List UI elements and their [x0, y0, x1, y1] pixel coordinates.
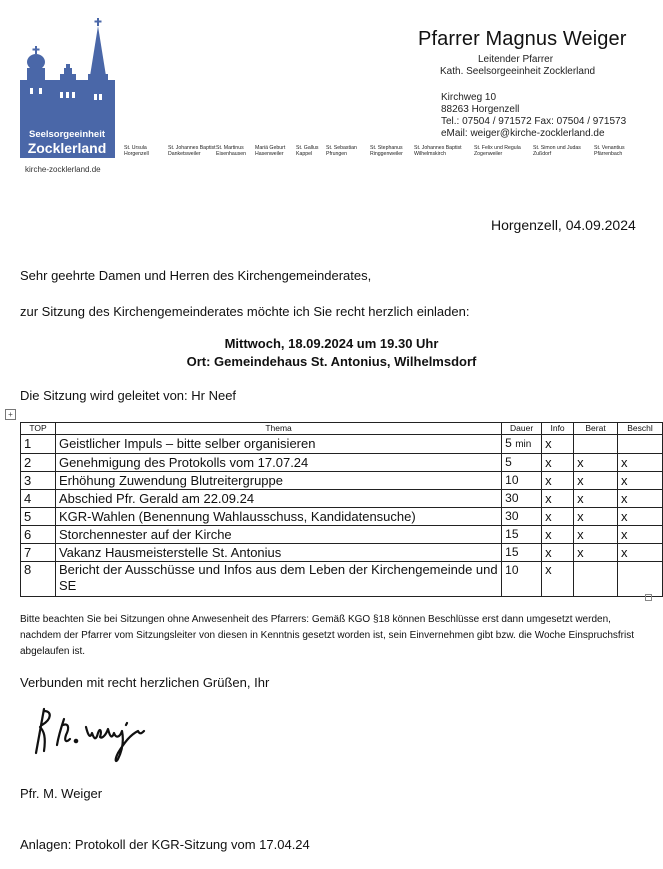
- table-move-handle[interactable]: +: [5, 409, 16, 420]
- parish-item: St. Simon und Judas Zußdorf: [533, 145, 581, 158]
- table-header-row: [21, 423, 663, 435]
- berat-cell: [574, 562, 618, 597]
- info-cell: x: [542, 454, 574, 472]
- thema-cell: Vakanz Hausmeisterstelle St. Antonius: [55, 544, 501, 562]
- letter-date: Horgenzell, 04.09.2024: [491, 217, 636, 233]
- parish-item: St. Stephanus Ringgenweiler: [370, 145, 403, 158]
- dauer-cell: 30: [502, 508, 542, 526]
- table-row: [21, 544, 663, 562]
- table-row: [21, 508, 663, 526]
- column-header-top: TOP: [21, 423, 56, 435]
- beschl-cell: x: [618, 544, 663, 562]
- berat-cell: x: [574, 508, 618, 526]
- column-header-berat: Berat: [574, 423, 618, 435]
- top-cell: 8: [21, 562, 56, 597]
- dauer-cell: 5: [502, 454, 542, 472]
- pastor-name: Pfarrer Magnus Weiger: [418, 28, 627, 50]
- meeting-date: Mittwoch, 18.09.2024 um 19.30 Uhr: [224, 336, 439, 351]
- table-row: [21, 472, 663, 490]
- info-cell: x: [542, 472, 574, 490]
- berat-cell: x: [574, 490, 618, 508]
- parish-item: Mariä Geburt Hasenweiler: [255, 145, 286, 158]
- top-cell: 6: [21, 526, 56, 544]
- top-cell: 5: [21, 508, 56, 526]
- table-row: [21, 435, 663, 454]
- email-address: eMail: weiger@kirche-zocklerland.de: [441, 128, 605, 139]
- beschl-cell: [618, 562, 663, 597]
- info-cell: x: [542, 544, 574, 562]
- parish-item: St. Martinus Eisenhausen: [216, 145, 246, 158]
- berat-cell: x: [574, 472, 618, 490]
- thema-cell: Genehmigung des Protokolls vom 17.07.24: [55, 454, 501, 472]
- agenda-table: [20, 422, 663, 597]
- beschl-cell: x: [618, 526, 663, 544]
- column-header-beschl: Beschl: [618, 423, 663, 435]
- thema-cell: Erhöhung Zuwendung Blutreitergruppe: [55, 472, 501, 490]
- table-resize-handle[interactable]: [645, 594, 652, 601]
- dauer-cell: 5 min: [502, 435, 542, 454]
- attachments-line: Anlagen: Protokoll der KGR-Sitzung vom 17.04.24: [20, 837, 310, 852]
- intro-text: zur Sitzung des Kirchengemeinderates möchte ich Sie recht herzlich einladen:: [20, 304, 470, 319]
- dauer-cell: 15: [502, 526, 542, 544]
- parish-item: St. Venantius Pfärrenbach: [594, 145, 625, 158]
- info-cell: x: [542, 508, 574, 526]
- parish-item: St. Gallus Kappel: [296, 145, 319, 158]
- phone-fax: Tel.: 07504 / 971572 Fax: 07504 / 971573: [441, 116, 627, 127]
- salutation: Sehr geehrte Damen und Herren des Kirchengemeinderates,: [20, 268, 372, 283]
- website-url: kirche-zocklerland.de: [25, 165, 101, 174]
- parish-item: St. Felix und Regula Zogenweiler: [474, 145, 521, 158]
- meeting-place: Ort: Gemeindehaus St. Antonius, Wilhelmsdorf: [186, 354, 477, 369]
- dauer-cell: 10: [502, 562, 542, 597]
- beschl-cell: x: [618, 508, 663, 526]
- berat-cell: x: [574, 454, 618, 472]
- column-header-dauer: Dauer: [502, 423, 542, 435]
- table-row: [21, 454, 663, 472]
- beschl-cell: [618, 435, 663, 454]
- thema-cell: Storchennester auf der Kirche: [55, 526, 501, 544]
- top-cell: 2: [21, 454, 56, 472]
- berat-cell: [574, 435, 618, 454]
- dauer-cell: 10: [502, 472, 542, 490]
- thema-cell: Abschied Pfr. Gerald am 22.09.24: [55, 490, 501, 508]
- info-cell: x: [542, 435, 574, 454]
- parish-item: St. Johannes Baptist Wilhelmskirch: [414, 145, 462, 158]
- pastor-role: Leitender Pfarrer: [478, 54, 554, 65]
- table-row: [21, 526, 663, 544]
- info-cell: x: [542, 562, 574, 597]
- info-cell: x: [542, 490, 574, 508]
- parish-item: St. Ursula Horgenzell: [124, 145, 149, 158]
- address-street: Kirchweg 10: [441, 92, 497, 103]
- address-city: 88263 Horgenzell: [441, 104, 520, 115]
- dauer-cell: 15: [502, 544, 542, 562]
- logo-line2: Zocklerland: [27, 140, 107, 156]
- parish-logo: [18, 14, 118, 164]
- signatory-name: Pfr. M. Weiger: [20, 786, 103, 801]
- closing-line: Verbunden mit recht herzlichen Grüßen, Ihr: [20, 675, 270, 690]
- thema-cell: Bericht der Ausschüsse und Infos aus dem Leben der Kirchengemeinde und SE: [55, 562, 501, 597]
- thema-cell: Geistlicher Impuls – bitte selber organisieren: [55, 435, 501, 454]
- berat-cell: x: [574, 526, 618, 544]
- parish-item: St. Johannes Baptist Danketsweiler: [168, 145, 216, 158]
- top-cell: 1: [21, 435, 56, 454]
- top-cell: 7: [21, 544, 56, 562]
- logo-line1: Seelsorgeeinheit: [28, 129, 106, 140]
- column-header-thema: Thema: [55, 423, 501, 435]
- beschl-cell: x: [618, 472, 663, 490]
- handwritten-signature: [30, 705, 165, 767]
- top-cell: 3: [21, 472, 56, 490]
- beschl-cell: x: [618, 490, 663, 508]
- top-cell: 4: [21, 490, 56, 508]
- table-row: [21, 490, 663, 508]
- meeting-leader: Die Sitzung wird geleitet von: Hr Neef: [20, 388, 237, 403]
- beschl-cell: x: [618, 454, 663, 472]
- organization-name: Kath. Seelsorgeeinheit Zocklerland: [440, 66, 596, 77]
- parish-item: St. Sebastian Pfrungen: [326, 145, 357, 158]
- column-header-info: Info: [542, 423, 574, 435]
- info-cell: x: [542, 526, 574, 544]
- thema-cell: KGR-Wahlen (Benennung Wahlausschuss, Kandidatensuche): [55, 508, 501, 526]
- berat-cell: x: [574, 544, 618, 562]
- table-row: [21, 562, 663, 597]
- dauer-cell: 30: [502, 490, 542, 508]
- legal-note: Bitte beachten Sie bei Sitzungen ohne Anwesenheit des Pfarrers: Gemäß KGO §18 können Beschlüsse erst dann umgesetzt werden, nachdem der Pfarrer vom Sitzungsleiter von diesen in Kenntnis gesetzt worden ist, sein Einvernehmen gibt bzw. die Woche Einspruchsfrist abgelaufen ist.: [20, 614, 635, 657]
